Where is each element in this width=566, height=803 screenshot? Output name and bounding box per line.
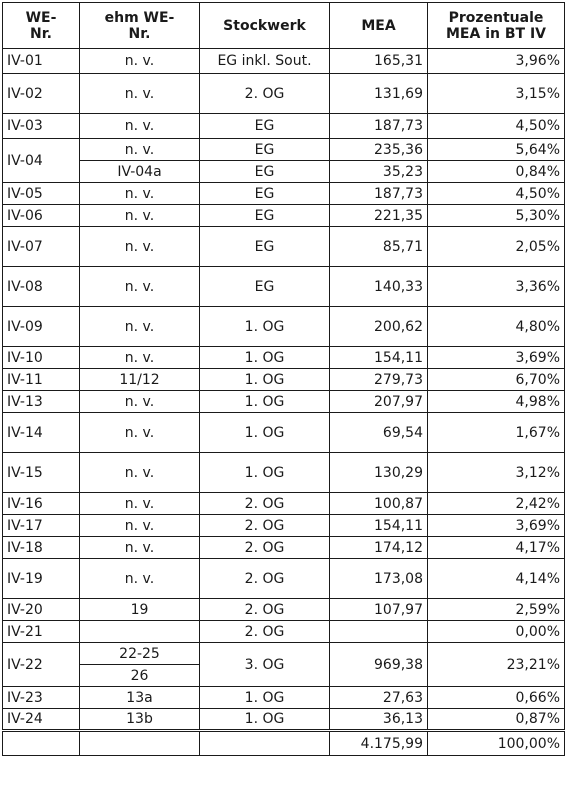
cell-we: IV-22 bbox=[3, 643, 80, 687]
table-row bbox=[3, 687, 565, 709]
cell-we: IV-03 bbox=[3, 114, 80, 139]
cell-stockwerk: EG inkl. Sout. bbox=[200, 49, 330, 74]
cell-we: IV-11 bbox=[3, 369, 80, 391]
table-row bbox=[3, 74, 565, 114]
cell-we: IV-20 bbox=[3, 599, 80, 621]
cell-we: IV-09 bbox=[3, 307, 80, 347]
cell-mea: 969,38 bbox=[330, 643, 428, 687]
table-row bbox=[3, 453, 565, 493]
mea-table-container bbox=[2, 2, 565, 756]
cell-stockwerk: EG bbox=[200, 267, 330, 307]
cell-mea: 69,54 bbox=[330, 413, 428, 453]
cell-prozent: 4,98% bbox=[428, 391, 565, 413]
cell-we: IV-14 bbox=[3, 413, 80, 453]
cell-stockwerk: 1. OG bbox=[200, 709, 330, 731]
cell-prozent: 2,42% bbox=[428, 493, 565, 515]
cell-mea: 154,11 bbox=[330, 347, 428, 369]
cell-mea bbox=[330, 621, 428, 643]
cell-total-prozent: 100,00% bbox=[428, 731, 565, 756]
cell-ehm: n. v. bbox=[80, 183, 200, 205]
cell-ehm: n. v. bbox=[80, 205, 200, 227]
cell-ehm: n. v. bbox=[80, 74, 200, 114]
header-ehm-line2: Nr. bbox=[128, 25, 151, 42]
cell-ehm: n. v. bbox=[80, 493, 200, 515]
cell-stockwerk: EG bbox=[200, 114, 330, 139]
header-ehm-we-nr bbox=[80, 3, 200, 49]
cell-stockwerk: 2. OG bbox=[200, 74, 330, 114]
cell-mea: 27,63 bbox=[330, 687, 428, 709]
cell-mea: 174,12 bbox=[330, 537, 428, 559]
cell-stockwerk: EG bbox=[200, 227, 330, 267]
table-row bbox=[3, 599, 565, 621]
cell-prozent: 1,67% bbox=[428, 413, 565, 453]
cell-prozent: 5,30% bbox=[428, 205, 565, 227]
cell-stockwerk: 1. OG bbox=[200, 369, 330, 391]
cell-prozent: 5,64% bbox=[428, 139, 565, 161]
cell-mea: 100,87 bbox=[330, 493, 428, 515]
header-prozent bbox=[428, 3, 565, 49]
cell-prozent: 3,69% bbox=[428, 347, 565, 369]
cell-total-empty bbox=[200, 731, 330, 756]
cell-prozent: 3,96% bbox=[428, 49, 565, 74]
cell-prozent: 4,50% bbox=[428, 183, 565, 205]
table-row bbox=[3, 347, 565, 369]
cell-stockwerk: EG bbox=[200, 205, 330, 227]
table-row bbox=[3, 413, 565, 453]
cell-stockwerk: 2. OG bbox=[200, 515, 330, 537]
cell-prozent: 4,80% bbox=[428, 307, 565, 347]
cell-ehm bbox=[80, 621, 200, 643]
cell-total-mea: 4.175,99 bbox=[330, 731, 428, 756]
mea-table bbox=[2, 2, 565, 756]
cell-mea: 187,73 bbox=[330, 114, 428, 139]
cell-ehm: n. v. bbox=[80, 307, 200, 347]
cell-stockwerk: 1. OG bbox=[200, 453, 330, 493]
table-row bbox=[3, 559, 565, 599]
table-row bbox=[3, 621, 565, 643]
header-prozent-line2: MEA in BT IV bbox=[446, 25, 546, 42]
cell-stockwerk: 2. OG bbox=[200, 621, 330, 643]
table-row bbox=[3, 493, 565, 515]
cell-total-empty bbox=[80, 731, 200, 756]
cell-prozent: 0,84% bbox=[428, 161, 565, 183]
cell-prozent: 3,12% bbox=[428, 453, 565, 493]
cell-we: IV-06 bbox=[3, 205, 80, 227]
cell-prozent: 3,69% bbox=[428, 515, 565, 537]
table-row bbox=[3, 307, 565, 347]
cell-prozent: 0,00% bbox=[428, 621, 565, 643]
cell-mea: 107,97 bbox=[330, 599, 428, 621]
cell-we: IV-08 bbox=[3, 267, 80, 307]
table-row bbox=[3, 369, 565, 391]
table-row bbox=[3, 205, 565, 227]
table-row bbox=[3, 114, 565, 139]
cell-we: IV-23 bbox=[3, 687, 80, 709]
cell-we: IV-21 bbox=[3, 621, 80, 643]
cell-stockwerk: 2. OG bbox=[200, 559, 330, 599]
table-row bbox=[3, 227, 565, 267]
cell-ehm: n. v. bbox=[80, 391, 200, 413]
cell-ehm: 13a bbox=[80, 687, 200, 709]
cell-we: IV-05 bbox=[3, 183, 80, 205]
cell-prozent: 23,21% bbox=[428, 643, 565, 687]
cell-mea: 131,69 bbox=[330, 74, 428, 114]
cell-mea: 36,13 bbox=[330, 709, 428, 731]
header-stockwerk: Stockwerk bbox=[200, 3, 330, 49]
header-we-nr bbox=[3, 3, 80, 49]
header-row bbox=[3, 3, 565, 49]
cell-we: IV-17 bbox=[3, 515, 80, 537]
cell-ehm: 13b bbox=[80, 709, 200, 731]
cell-prozent: 4,17% bbox=[428, 537, 565, 559]
cell-prozent: 3,15% bbox=[428, 74, 565, 114]
table-row bbox=[3, 139, 565, 161]
cell-prozent: 4,14% bbox=[428, 559, 565, 599]
cell-we: IV-19 bbox=[3, 559, 80, 599]
cell-mea: 200,62 bbox=[330, 307, 428, 347]
cell-prozent: 0,87% bbox=[428, 709, 565, 731]
cell-stockwerk: 2. OG bbox=[200, 599, 330, 621]
cell-ehm: 26 bbox=[80, 665, 200, 687]
cell-mea: 165,31 bbox=[330, 49, 428, 74]
cell-ehm: 22-25 bbox=[80, 643, 200, 665]
cell-stockwerk: EG bbox=[200, 183, 330, 205]
cell-mea: 35,23 bbox=[330, 161, 428, 183]
header-we-nr-line1: WE- bbox=[25, 9, 57, 26]
cell-mea: 85,71 bbox=[330, 227, 428, 267]
table-row bbox=[3, 515, 565, 537]
cell-stockwerk: 2. OG bbox=[200, 493, 330, 515]
table-row bbox=[3, 161, 565, 183]
cell-mea: 130,29 bbox=[330, 453, 428, 493]
header-mea: MEA bbox=[330, 3, 428, 49]
table-row bbox=[3, 643, 565, 665]
cell-prozent: 4,50% bbox=[428, 114, 565, 139]
cell-we: IV-18 bbox=[3, 537, 80, 559]
cell-ehm: n. v. bbox=[80, 453, 200, 493]
cell-stockwerk: 3. OG bbox=[200, 643, 330, 687]
cell-we: IV-15 bbox=[3, 453, 80, 493]
cell-mea: 140,33 bbox=[330, 267, 428, 307]
table-row bbox=[3, 267, 565, 307]
header-ehm-line1: ehm WE- bbox=[104, 9, 175, 26]
cell-we: IV-24 bbox=[3, 709, 80, 731]
cell-prozent: 3,36% bbox=[428, 267, 565, 307]
cell-prozent: 2,59% bbox=[428, 599, 565, 621]
cell-we: IV-07 bbox=[3, 227, 80, 267]
cell-mea: 279,73 bbox=[330, 369, 428, 391]
cell-ehm: n. v. bbox=[80, 559, 200, 599]
total-row bbox=[3, 731, 565, 756]
cell-ehm: n. v. bbox=[80, 515, 200, 537]
cell-prozent: 0,66% bbox=[428, 687, 565, 709]
table-row bbox=[3, 49, 565, 74]
table-row bbox=[3, 391, 565, 413]
table-row bbox=[3, 709, 565, 731]
cell-stockwerk: 1. OG bbox=[200, 307, 330, 347]
cell-ehm: n. v. bbox=[80, 537, 200, 559]
cell-stockwerk: 1. OG bbox=[200, 687, 330, 709]
cell-ehm: n. v. bbox=[80, 413, 200, 453]
cell-ehm: 19 bbox=[80, 599, 200, 621]
table-row bbox=[3, 537, 565, 559]
cell-prozent: 6,70% bbox=[428, 369, 565, 391]
cell-prozent: 2,05% bbox=[428, 227, 565, 267]
cell-stockwerk: 1. OG bbox=[200, 347, 330, 369]
cell-mea: 207,97 bbox=[330, 391, 428, 413]
table-row bbox=[3, 183, 565, 205]
cell-ehm: n. v. bbox=[80, 267, 200, 307]
cell-we: IV-02 bbox=[3, 74, 80, 114]
cell-ehm: n. v. bbox=[80, 114, 200, 139]
cell-we: IV-04 bbox=[3, 139, 80, 183]
cell-ehm: n. v. bbox=[80, 49, 200, 74]
cell-ehm: IV-04a bbox=[80, 161, 200, 183]
cell-ehm: n. v. bbox=[80, 139, 200, 161]
cell-we: IV-13 bbox=[3, 391, 80, 413]
header-prozent-line1: Prozentuale bbox=[448, 9, 544, 26]
cell-ehm: 11/12 bbox=[80, 369, 200, 391]
cell-stockwerk: EG bbox=[200, 161, 330, 183]
cell-mea: 173,08 bbox=[330, 559, 428, 599]
cell-ehm: n. v. bbox=[80, 347, 200, 369]
cell-mea: 235,36 bbox=[330, 139, 428, 161]
cell-we: IV-01 bbox=[3, 49, 80, 74]
cell-mea: 187,73 bbox=[330, 183, 428, 205]
cell-ehm: n. v. bbox=[80, 227, 200, 267]
cell-stockwerk: 1. OG bbox=[200, 413, 330, 453]
cell-we: IV-10 bbox=[3, 347, 80, 369]
cell-mea: 221,35 bbox=[330, 205, 428, 227]
cell-total-empty bbox=[3, 731, 80, 756]
header-we-nr-line2: Nr. bbox=[30, 25, 52, 42]
cell-we: IV-16 bbox=[3, 493, 80, 515]
cell-stockwerk: EG bbox=[200, 139, 330, 161]
cell-stockwerk: 2. OG bbox=[200, 537, 330, 559]
cell-mea: 154,11 bbox=[330, 515, 428, 537]
cell-stockwerk: 1. OG bbox=[200, 391, 330, 413]
